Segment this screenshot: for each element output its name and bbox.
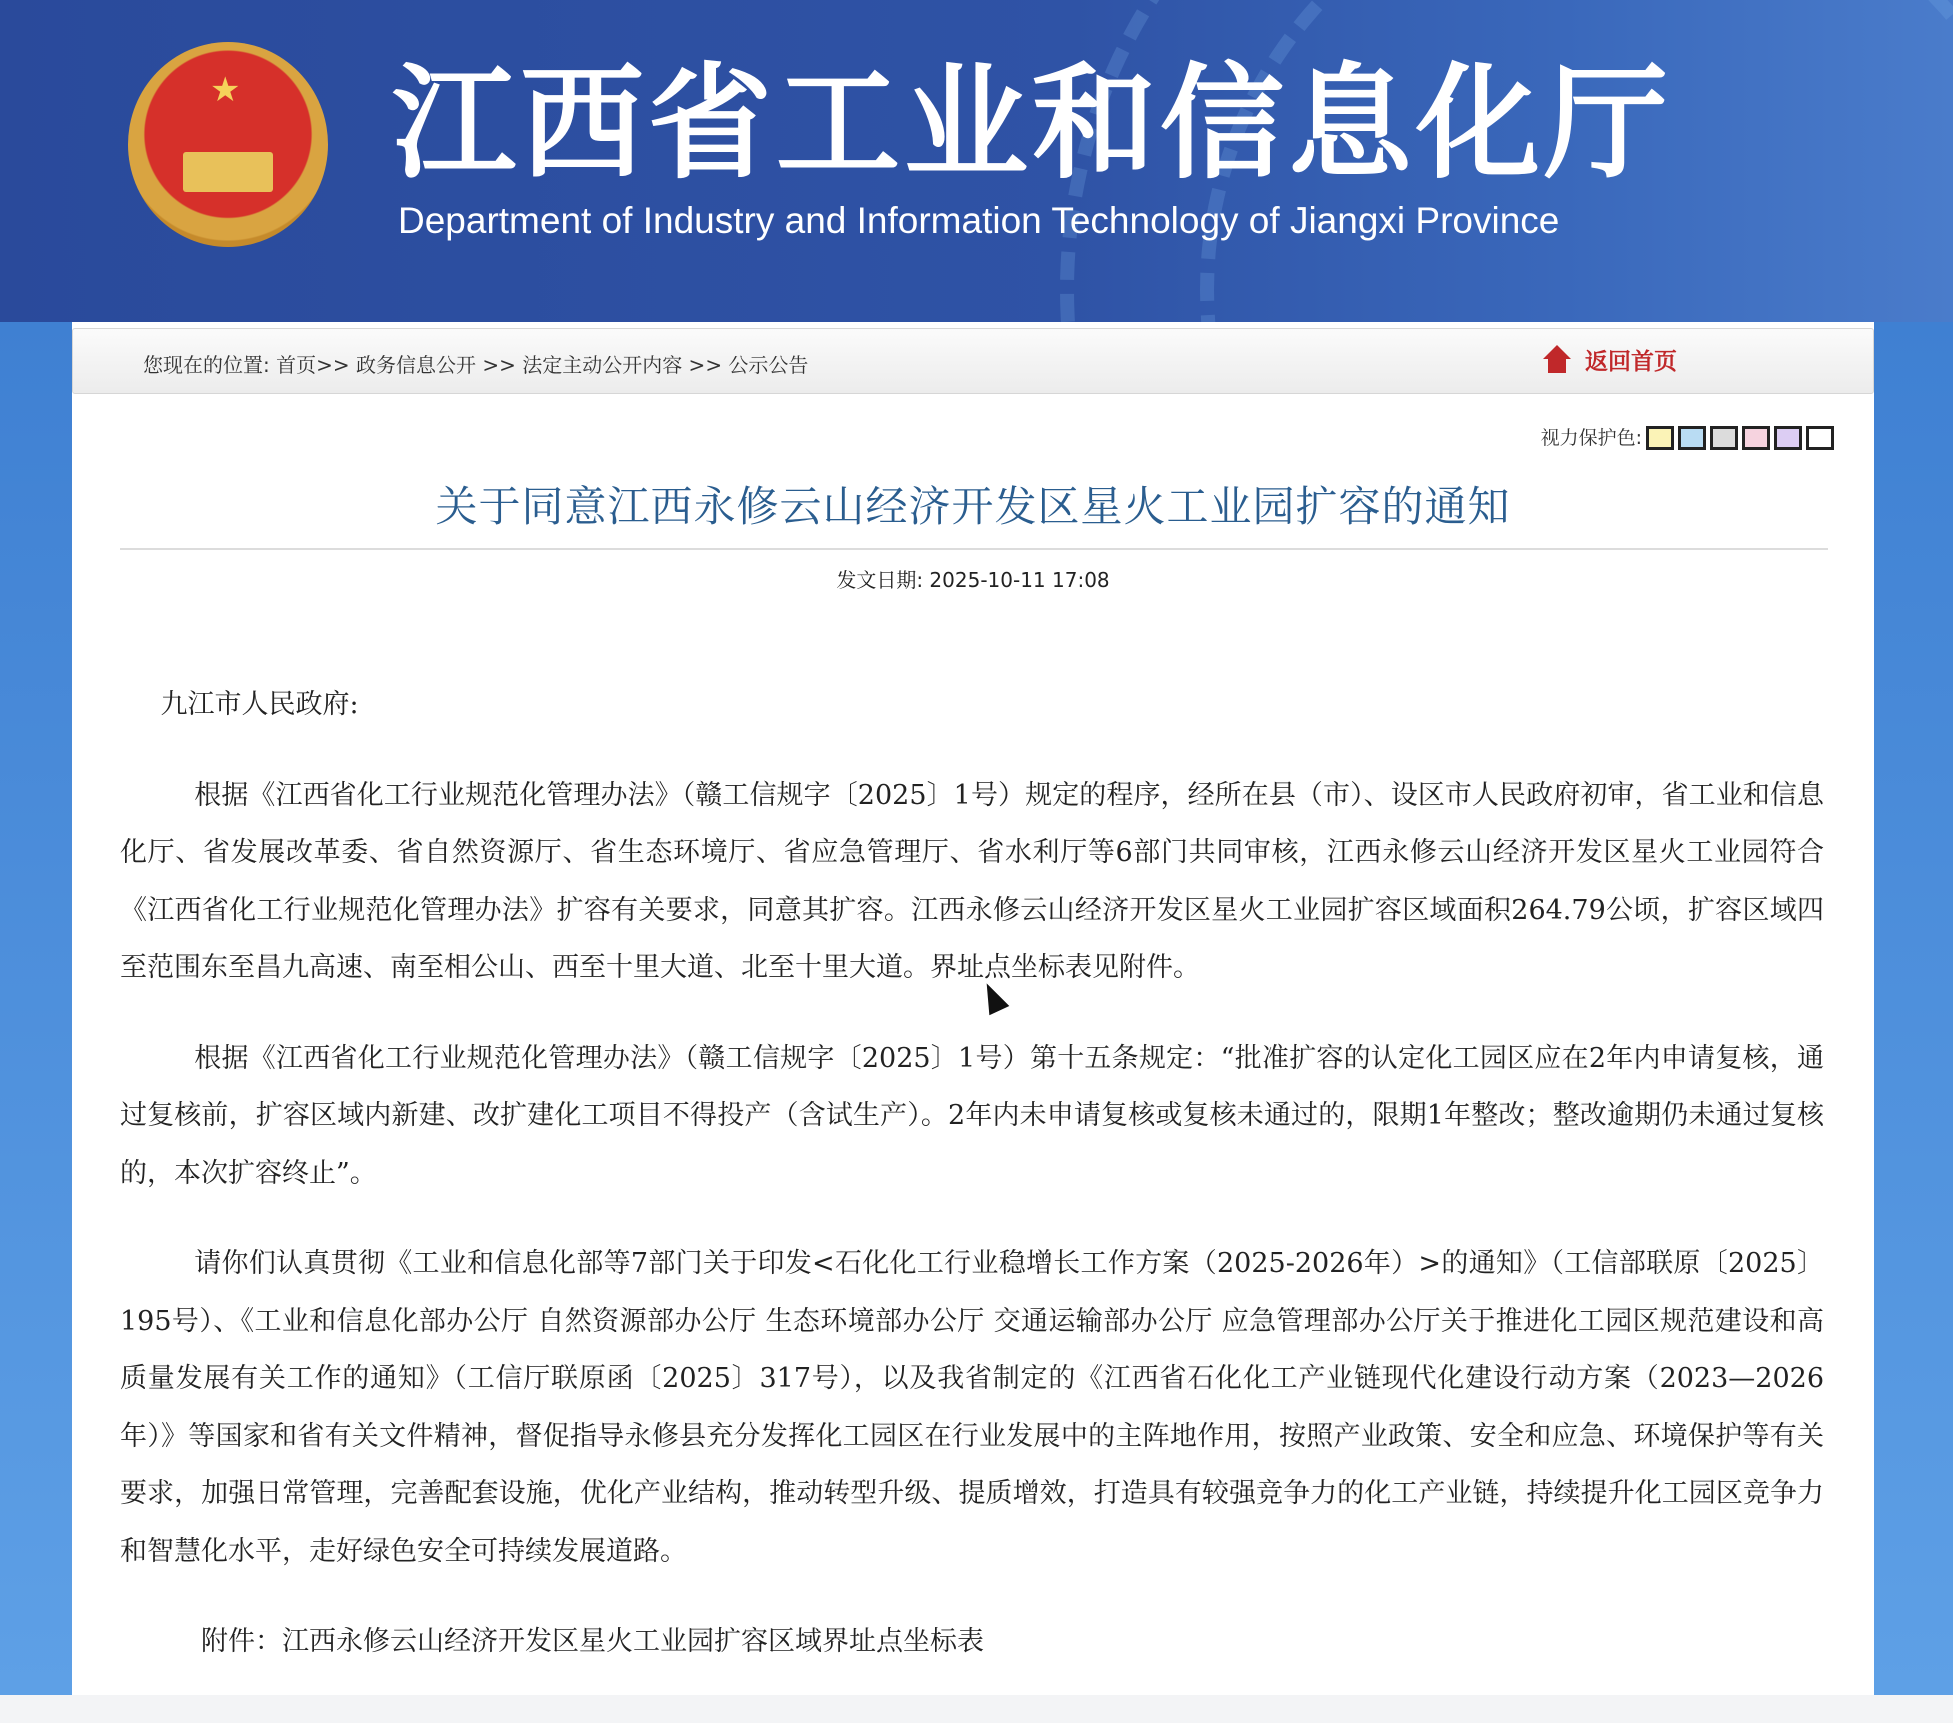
content-panel	[72, 322, 1874, 1695]
paragraph: 根据《江西省化工行业规范化管理办法》（赣工信规字〔2025〕1号）规定的程序，经所在县（市）、设区市人民政府初审，省工业和信息化厅、省发展改革委、省自然资源厅、省生态环境厅、省应急管理厅、省水利厅等6部门共同审核，江西永修云山经济开发区星火工业园符合《江西省化工行业规范化管理办法》扩容有关要求，同意其扩容。江西永修云山经济开发区星火工业园扩容区域面积264.79公顷，扩容区域四至范围东至昌九高速、南至相公山、西至十里大道、北至十里大道。界址点坐标表见附件。	[120, 779, 1824, 983]
eye-protection-colors	[1541, 422, 1834, 454]
paragraph: 请你们认真贯彻《工业和信息化部等7部门关于印发<石化化工行业稳增长工作方案（2025-2026年）>的通知》（工信部联原〔2025〕195号）、《工业和信息化部办公厅 自然资源部办公厅 生态环境部办公厅 交通运输部办公厅 应急管理部办公厅关于推进化工园区规范建设和高质量发展有关工作的通知》（工信厅联原函〔2025〕317号），以及我省制定的《江西省石化化工产业链现代化建设行动方案（2023—2026年）》等国家和省有关文件精神，督促指导永修县充分发挥化工园区在行业发展中的主阵地作用，按照产业政策、安全和应急、环境保护等有关要求，加强日常管理，完善配套设施，优化产业结构，推动转型升级、提质增效，打造具有较强竞争力的化工产业链，持续提升化工园区竞争力和智慧化水平，走好绿色安全可持续发展道路。	[120, 1248, 1824, 1567]
gate-icon	[183, 152, 273, 192]
home-icon	[1543, 345, 1571, 375]
site-title-cn: 江西省工业和信息化厅	[392, 52, 1673, 196]
color-swatch-yellow[interactable]	[1646, 426, 1674, 450]
color-swatch-white[interactable]	[1806, 426, 1834, 450]
national-emblem-icon	[128, 42, 328, 247]
background-left	[0, 322, 72, 1695]
color-swatch-pink[interactable]	[1742, 426, 1770, 450]
color-swatch-gray[interactable]	[1710, 426, 1738, 450]
site-title-en: Department of Industry and Information Technology of Jiangxi Province	[398, 200, 1560, 241]
breadcrumb-bar	[72, 328, 1874, 394]
star-icon: ★	[210, 70, 241, 110]
article-title: 关于同意江西永修云山经济开发区星火工业园扩容的通知	[435, 482, 1511, 531]
eye-protection-label: 视力保护色:	[1540, 426, 1642, 449]
paragraph: 根据《江西省化工行业规范化管理办法》（赣工信规字〔2025〕1号）第十五条规定：“批准扩容的认定化工园区应在2年内申请复核，通过复核前，扩容区域内新建、改扩建化工项目不得投产（含试生产）。2年内未申请复核或复核未通过的，限期1年整改；整改逾期仍未通过复核的，本次扩容终止”。	[120, 1042, 1824, 1189]
color-swatch-purple[interactable]	[1774, 426, 1802, 450]
page-footer-strip	[0, 1695, 1953, 1723]
publish-date: 发文日期: 2025-10-11 17:08	[836, 568, 1110, 592]
color-swatch-blue[interactable]	[1678, 426, 1706, 450]
background-right	[1874, 322, 1953, 1695]
article-body	[120, 676, 1824, 1704]
back-home-link[interactable]	[1543, 343, 1677, 376]
attachment-link[interactable]: 附件：江西永修云山经济开发区星火工业园扩容区域界址点坐标表	[201, 1626, 984, 1657]
back-home-label: 返回首页	[1585, 349, 1677, 375]
breadcrumb[interactable]: 您现在的位置: 首页>> 政务信息公开 >> 法定主动公开内容 >> 公示公告	[143, 353, 809, 377]
site-header	[0, 0, 1953, 322]
title-divider	[120, 548, 1828, 550]
salutation: 九江市人民政府:	[160, 689, 359, 720]
